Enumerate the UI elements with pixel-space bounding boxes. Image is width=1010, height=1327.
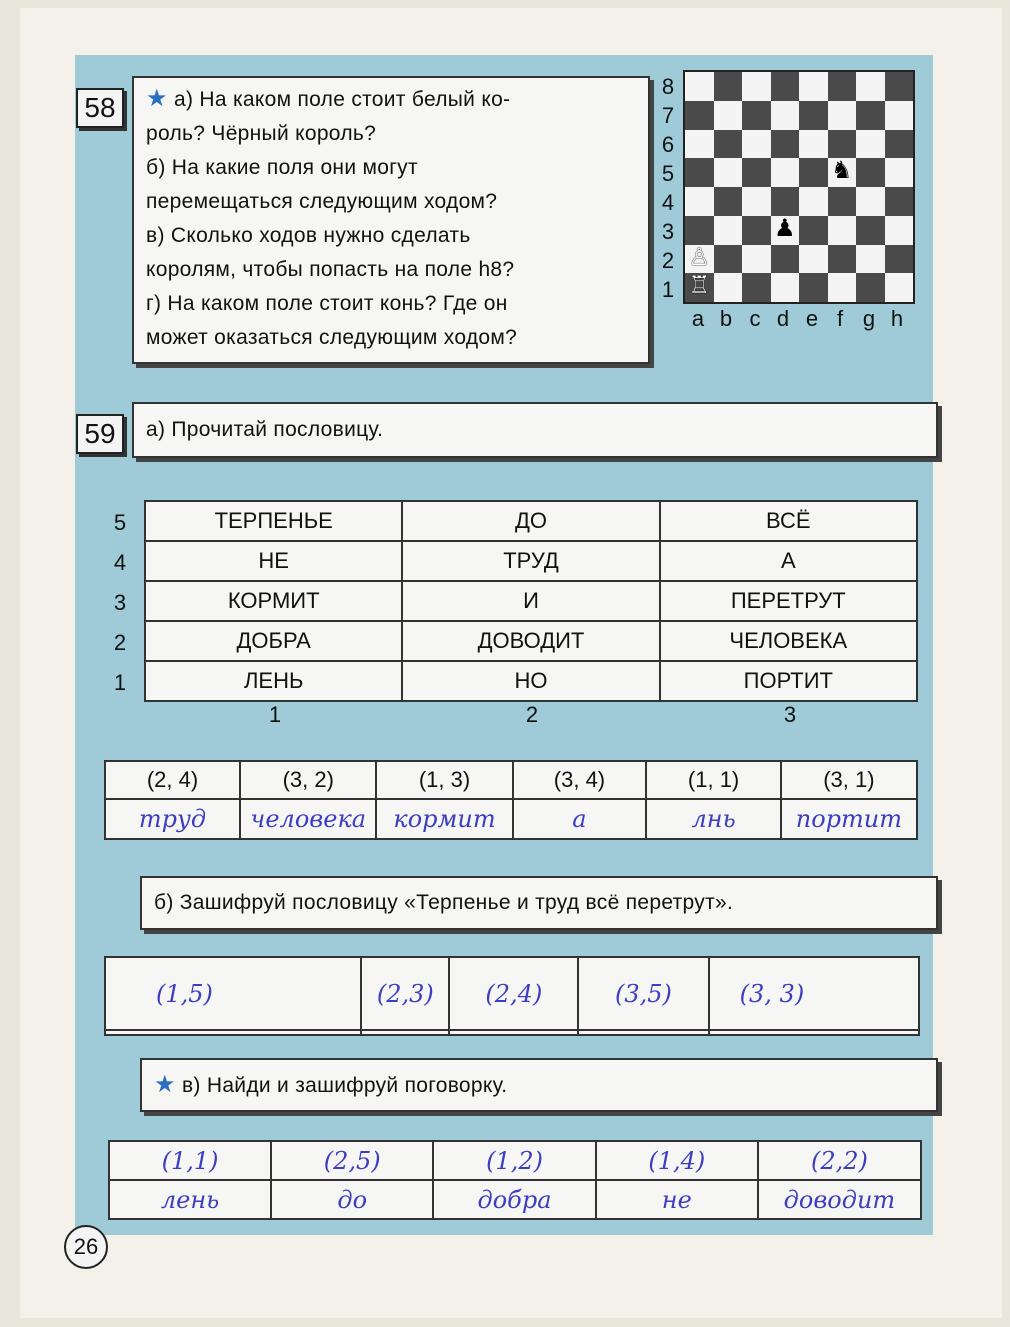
prompt-text: в) Найди и зашифруй поговорку. <box>181 1074 508 1097</box>
rank-label: 4 <box>661 190 675 215</box>
task-58-questions <box>132 76 650 364</box>
answer-row <box>109 1180 921 1219</box>
white-pawn-icon: ♙ <box>688 243 710 271</box>
task-59-number: 59 <box>76 414 124 454</box>
task-59c-prompt <box>140 1058 938 1112</box>
square-f5 <box>828 158 857 187</box>
coord-row <box>105 761 917 799</box>
square-g5 <box>856 158 885 187</box>
square-b5 <box>714 158 743 187</box>
answer-cell[interactable]: (2,5) <box>271 1141 433 1180</box>
coord-cell: (3, 4) <box>513 761 647 799</box>
square-h8 <box>885 72 914 101</box>
square-f6 <box>828 130 857 159</box>
question-line: ★ а) На каком поле стоит белый ко- <box>146 85 511 112</box>
answer-cell[interactable]: до <box>271 1180 433 1219</box>
grid-cell: ПОРТИТ <box>660 661 917 701</box>
rank-label: 2 <box>661 248 675 273</box>
file-label: f <box>836 306 844 331</box>
task-58-number: 58 <box>76 88 124 128</box>
question-line: г) На каком поле стоит конь? Где он <box>146 292 508 315</box>
square-c4 <box>742 187 771 216</box>
file-label: b <box>719 306 733 331</box>
grid-cell: ДО <box>402 501 659 541</box>
square-d7 <box>771 101 800 130</box>
square-h5 <box>885 158 914 187</box>
answer-cell[interactable] <box>578 1030 708 1035</box>
task-59a-answer-table <box>104 760 918 840</box>
square-g7 <box>856 101 885 130</box>
square-f4 <box>828 187 857 216</box>
answer-cell[interactable]: добра <box>433 1180 595 1219</box>
square-a8 <box>685 72 714 101</box>
answer-cell[interactable]: портит <box>781 799 917 839</box>
question-line: б) На какие поля они могут <box>146 156 418 179</box>
file-label: g <box>862 306 876 331</box>
rank-label: 7 <box>661 103 675 128</box>
square-f3 <box>828 216 857 245</box>
square-b1 <box>714 273 743 302</box>
grid-row <box>145 541 917 581</box>
grid-row <box>145 621 917 661</box>
square-e1 <box>799 273 828 302</box>
answer-cell[interactable]: (3,5) <box>578 957 708 1030</box>
grid-cell: ТЕРПЕНЬЕ <box>145 501 402 541</box>
square-b8 <box>714 72 743 101</box>
star-icon: ★ <box>154 1071 176 1098</box>
square-a2 <box>685 245 714 274</box>
square-g2 <box>856 245 885 274</box>
black-knight-icon: ♞ <box>830 157 853 185</box>
square-e7 <box>799 101 828 130</box>
question-line: роль? Чёрный король? <box>146 122 377 145</box>
file-label: h <box>890 306 904 331</box>
square-b3 <box>714 216 743 245</box>
square-e6 <box>799 130 828 159</box>
grid-cell: И <box>402 581 659 621</box>
square-e8 <box>799 72 828 101</box>
answer-cell[interactable]: (1,5) <box>105 957 361 1030</box>
square-f8 <box>828 72 857 101</box>
grid-cell: ДОВОДИТ <box>402 621 659 661</box>
answer-cell[interactable]: (3, 3) <box>709 957 919 1030</box>
grid-col-number: 2 <box>525 702 539 727</box>
answer-row <box>105 799 917 839</box>
file-label: d <box>776 306 790 331</box>
grid-cell: ТРУД <box>402 541 659 581</box>
answer-cell[interactable]: человека <box>240 799 376 839</box>
question-line: королям, чтобы попасть на поле h8? <box>146 258 515 281</box>
coord-cell: (3, 2) <box>240 761 376 799</box>
square-e4 <box>799 187 828 216</box>
square-h1 <box>885 273 914 302</box>
rank-label: 1 <box>661 277 675 302</box>
coord-cell: (1, 3) <box>376 761 512 799</box>
square-c2 <box>742 245 771 274</box>
coord-cell: (1, 1) <box>646 761 780 799</box>
square-b7 <box>714 101 743 130</box>
square-d1 <box>771 273 800 302</box>
square-c3 <box>742 216 771 245</box>
answer-cell[interactable] <box>361 1030 449 1035</box>
square-d5 <box>771 158 800 187</box>
square-a4 <box>685 187 714 216</box>
square-c5 <box>742 158 771 187</box>
task-59b-prompt: б) Зашифруй пословицу «Терпенье и труд всё перетрут». <box>140 876 938 930</box>
grid-row-number: 4 <box>113 550 127 575</box>
square-c8 <box>742 72 771 101</box>
answer-cell[interactable]: доводит <box>758 1180 921 1219</box>
answer-row <box>105 1030 919 1035</box>
square-c7 <box>742 101 771 130</box>
question-line: в) Сколько ходов нужно сделать <box>146 224 471 247</box>
answer-cell[interactable] <box>709 1030 919 1035</box>
grid-col-number: 3 <box>783 702 797 727</box>
rank-label: 5 <box>661 161 675 186</box>
square-b2 <box>714 245 743 274</box>
square-f7 <box>828 101 857 130</box>
square-d3 <box>771 216 800 245</box>
square-d2 <box>771 245 800 274</box>
square-f1 <box>828 273 857 302</box>
answer-cell[interactable]: (1,4) <box>596 1141 758 1180</box>
task-59b-answer-table <box>104 956 920 1036</box>
task-59a-prompt: а) Прочитай пословицу. <box>132 402 938 458</box>
grid-cell: ЛЕНЬ <box>145 661 402 701</box>
file-label: c <box>749 306 761 331</box>
grid-col-number: 1 <box>268 702 282 727</box>
rank-label: 3 <box>661 219 675 244</box>
square-g4 <box>856 187 885 216</box>
rank-label: 8 <box>661 74 675 99</box>
square-g3 <box>856 216 885 245</box>
grid-row-number: 2 <box>113 630 127 655</box>
chessboard <box>683 70 915 304</box>
file-label: a <box>691 306 705 331</box>
question-line: перемещаться следующим ходом? <box>146 190 498 213</box>
square-h6 <box>885 130 914 159</box>
answer-cell[interactable]: (2,4) <box>449 957 578 1030</box>
coord-row <box>109 1141 921 1180</box>
grid-row <box>145 661 917 701</box>
grid-cell: ВСЁ <box>660 501 917 541</box>
square-b6 <box>714 130 743 159</box>
grid-row-number: 3 <box>113 590 127 615</box>
coord-cell: (3, 1) <box>781 761 917 799</box>
grid-cell: НО <box>402 661 659 701</box>
square-c6 <box>742 130 771 159</box>
answer-cell[interactable]: (2,3) <box>361 957 449 1030</box>
square-h7 <box>885 101 914 130</box>
square-h4 <box>885 187 914 216</box>
square-g6 <box>856 130 885 159</box>
answer-cell[interactable]: (1,1) <box>109 1141 271 1180</box>
grid-cell: ПЕРЕТРУТ <box>660 581 917 621</box>
question-line: может оказаться следующим ходом? <box>146 326 518 349</box>
grid-row <box>145 581 917 621</box>
square-f2 <box>828 245 857 274</box>
grid-cell: ДОБРА <box>145 621 402 661</box>
square-d6 <box>771 130 800 159</box>
answer-cell[interactable]: не <box>596 1180 758 1219</box>
answer-cell[interactable]: а <box>513 799 647 839</box>
answer-row <box>105 957 919 1030</box>
square-a6 <box>685 130 714 159</box>
answer-cell[interactable] <box>449 1030 578 1035</box>
black-pawn-icon: ♟ <box>773 214 796 242</box>
white-rook-icon: ♖ <box>688 272 710 300</box>
coord-cell: (2, 4) <box>105 761 240 799</box>
square-g1 <box>856 273 885 302</box>
square-g8 <box>856 72 885 101</box>
star-icon: ★ <box>146 85 168 112</box>
square-e5 <box>799 158 828 187</box>
square-c1 <box>742 273 771 302</box>
grid-row-number: 5 <box>113 510 127 535</box>
square-a7 <box>685 101 714 130</box>
answer-cell[interactable] <box>105 1030 361 1035</box>
answer-cell[interactable]: лень <box>109 1180 271 1219</box>
answer-cell[interactable]: лнь <box>646 799 780 839</box>
square-b4 <box>714 187 743 216</box>
grid-cell: КОРМИТ <box>145 581 402 621</box>
rank-label: 6 <box>661 132 675 157</box>
task-59c-answer-table <box>108 1140 922 1220</box>
page-number: 26 <box>64 1225 108 1269</box>
grid-row-number: 1 <box>113 670 127 695</box>
grid-row <box>145 501 917 541</box>
answer-cell[interactable]: (1,2) <box>433 1141 595 1180</box>
square-e3 <box>799 216 828 245</box>
answer-cell[interactable]: труд <box>105 799 240 839</box>
answer-cell[interactable]: (2,2) <box>758 1141 921 1180</box>
grid-cell: А <box>660 541 917 581</box>
answer-cell[interactable]: кормит <box>376 799 512 839</box>
square-a3 <box>685 216 714 245</box>
file-label: e <box>805 306 819 331</box>
grid-cell: НЕ <box>145 541 402 581</box>
proverb-grid <box>144 500 918 702</box>
square-d4 <box>771 187 800 216</box>
square-h2 <box>885 245 914 274</box>
square-e2 <box>799 245 828 274</box>
square-h3 <box>885 216 914 245</box>
square-a1 <box>685 273 714 302</box>
square-a5 <box>685 158 714 187</box>
grid-cell: ЧЕЛОВЕКА <box>660 621 917 661</box>
square-d8 <box>771 72 800 101</box>
